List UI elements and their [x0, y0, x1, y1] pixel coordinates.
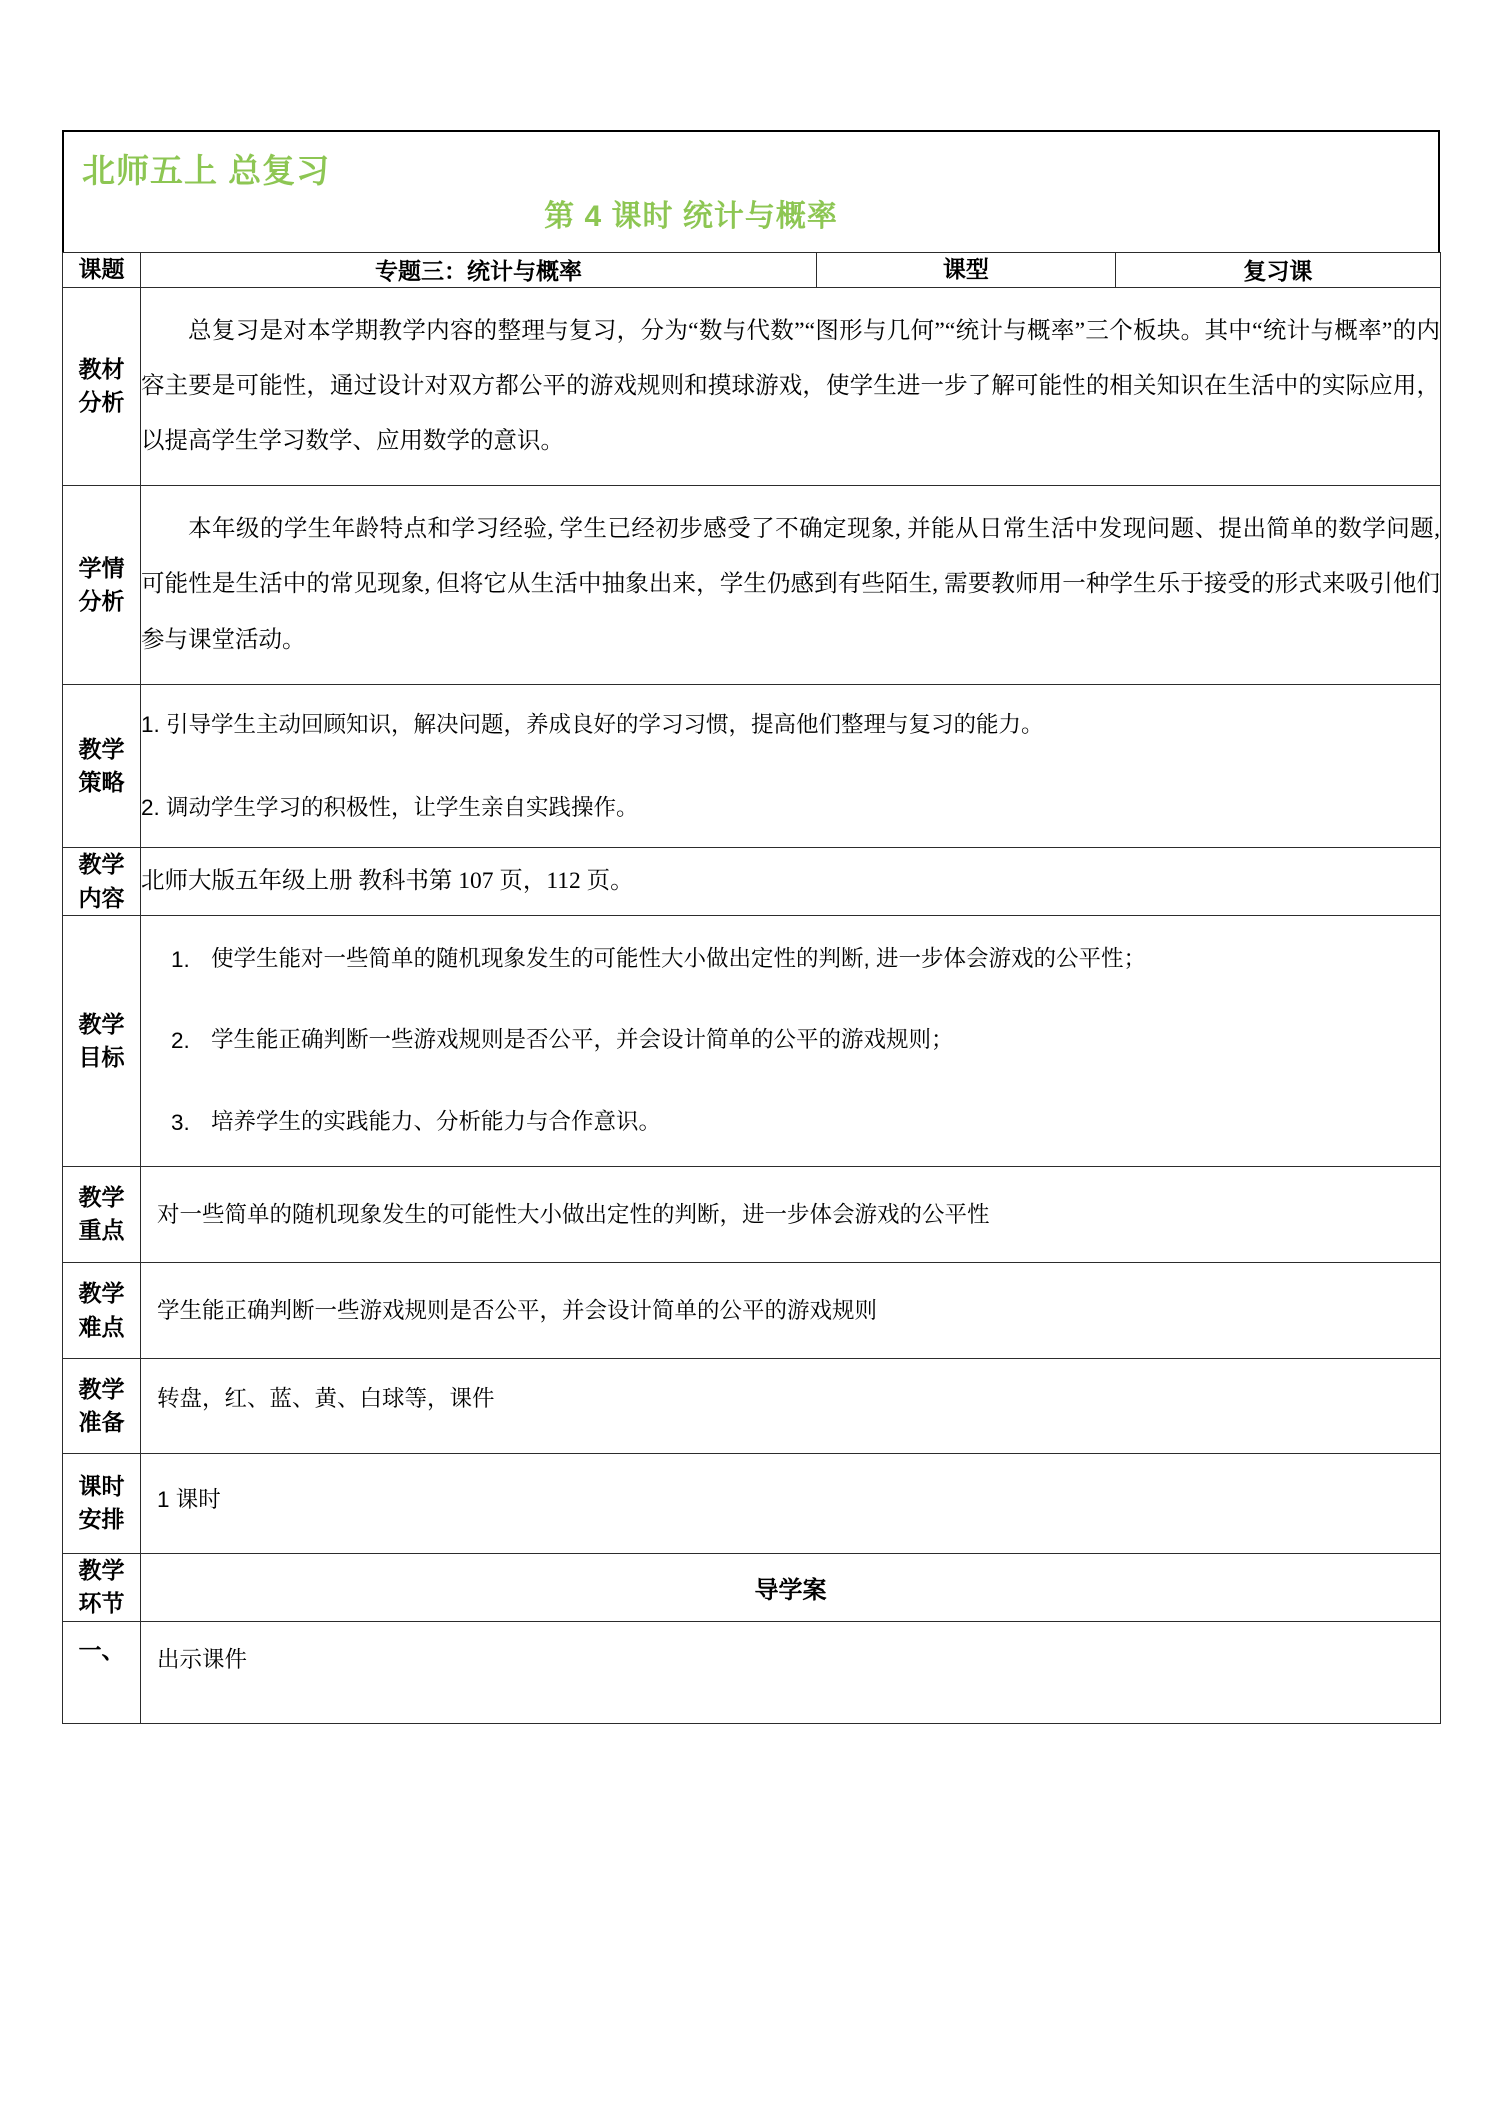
- goal-number: 1.: [171, 947, 190, 973]
- row-label-difficult-point: [63, 1263, 141, 1359]
- table-row-difficult-point: [63, 1263, 1441, 1359]
- document-heading: [62, 130, 1440, 252]
- label-line-2: 环节: [78, 1590, 125, 1617]
- goal-item: [171, 1017, 1426, 1064]
- teaching-steps-banner: 导学案: [141, 1553, 1441, 1621]
- difficult-point-text: 学生能正确判断一些游戏规则是否公平，并会设计简单的公平的游戏规则: [141, 1263, 1441, 1359]
- row-label-teaching-steps: [63, 1553, 141, 1621]
- course-type-value: 复习课: [1115, 253, 1440, 286]
- row-label-course-type: 课型: [816, 253, 1115, 286]
- row-label-preparation: [63, 1359, 141, 1453]
- label-line-2: 重点: [78, 1217, 125, 1244]
- page-title-subject: 北师五上 总复习: [82, 152, 331, 189]
- teaching-strategy-item-2: 2. 调动学生学习的积极性，让学生亲自实践操作。: [141, 795, 639, 821]
- row-label-key-point: [63, 1166, 141, 1262]
- label-line-1: 学情: [78, 554, 125, 581]
- lesson-plan-table: [62, 252, 1441, 1724]
- material-analysis-content: [141, 287, 1441, 486]
- row-label-student-analysis: [63, 486, 141, 685]
- label-line-2: 难点: [78, 1313, 125, 1340]
- goal-item: [171, 1099, 1426, 1146]
- goal-item: [171, 936, 1426, 983]
- table-row-teaching-goals: [63, 916, 1441, 1167]
- row-label-material-analysis: [63, 287, 141, 486]
- label-line-1: 教材: [78, 356, 125, 383]
- key-point-text: 对一些简单的随机现象发生的可能性大小做出定性的判断，进一步体会游戏的公平性: [141, 1166, 1441, 1262]
- label-line-1: 教学: [78, 1280, 125, 1307]
- label-line-2: 安排: [78, 1506, 125, 1533]
- label-line-2: 策略: [78, 769, 125, 796]
- schedule-text: 1 课时: [141, 1453, 1441, 1553]
- label-line-1: 教学: [78, 851, 125, 878]
- label-line-1: 教学: [78, 1375, 125, 1402]
- topic-row-content: [141, 253, 1441, 287]
- material-analysis-text: 总复习是对本学期教学内容的整理与复习，分为“数与代数”“图形与几何”“统计与概率”三个板块。其中“统计与概率”的内容主要是可能性，通过设计对双方都公平的游戏规则和摸球游戏，使学生进一步了解可能性的相关知识在生活中的实际应用，以提高学生学习数学、应用数学的意识。: [141, 317, 1440, 455]
- label-line-2: 分析: [78, 389, 125, 416]
- row-label-teaching-goals: [63, 916, 141, 1167]
- table-row-student-analysis: [63, 486, 1441, 685]
- table-row-teaching-steps: [63, 1553, 1441, 1621]
- row-label-teaching-strategy: [63, 684, 141, 848]
- label-line-1: 教学: [78, 1010, 125, 1037]
- table-row-teaching-strategy: [63, 684, 1441, 848]
- label-line-2: 目标: [78, 1043, 125, 1070]
- goal-number: 2.: [171, 1028, 190, 1054]
- row-label-step-one: 一、: [63, 1621, 141, 1723]
- row-label-topic: 课题: [63, 253, 141, 287]
- label-line-2: 分析: [78, 588, 125, 615]
- goal-text: 培养学生的实践能力、分析能力与合作意识。: [211, 1108, 662, 1134]
- table-row-material-analysis: [63, 287, 1441, 486]
- label-line-1: 教学: [78, 1184, 125, 1211]
- label-line-1: 课时: [78, 1472, 125, 1499]
- row-label-teaching-content: [63, 848, 141, 916]
- student-analysis-text: 本年级的学生年龄特点和学习经验, 学生已经初步感受了不确定现象, 并能从日常生活中发现问题、提出简单的数学问题, 可能性是生活中的常见现象, 但将它从生活中抽象出来，学生仍感到有些陌生, 需要教师用一种学生乐于接受的形式来吸引他们参与课堂活动。: [141, 516, 1440, 653]
- topic-value: 专题三：统计与概率: [141, 253, 816, 286]
- lesson-plan-document: [62, 130, 1440, 1724]
- label-line-2: 内容: [78, 884, 125, 911]
- table-row-schedule: [63, 1453, 1441, 1553]
- teaching-content-text: 北师大版五年级上册 教科书第 107 页，112 页。: [141, 848, 1441, 916]
- row-label-schedule: [63, 1453, 141, 1553]
- table-row-preparation: [63, 1359, 1441, 1453]
- teaching-strategy-content: [141, 684, 1441, 848]
- teaching-strategy-item-1: 1. 引导学生主动回顾知识，解决问题，养成良好的学习习惯，提高他们整理与复习的能力。: [141, 711, 1044, 737]
- goal-text: 学生能正确判断一些游戏规则是否公平，并会设计简单的公平的游戏规则；: [211, 1027, 954, 1053]
- preparation-text: 转盘，红、蓝、黄、白球等，课件: [141, 1359, 1441, 1453]
- student-analysis-content: [141, 486, 1441, 685]
- step-one-text: 出示课件: [141, 1621, 1441, 1723]
- label-line-2: 准备: [78, 1408, 125, 1435]
- table-row-topic: [63, 253, 1441, 287]
- page-title-lesson: 第 4 课时 统计与概率: [544, 200, 838, 234]
- table-row-key-point: [63, 1166, 1441, 1262]
- table-row-step-one: [63, 1621, 1441, 1723]
- table-row-teaching-content: [63, 848, 1441, 916]
- goal-text: 使学生能对一些简单的随机现象发生的可能性大小做出定性的判断, 进一步体会游戏的公平性；: [211, 946, 1147, 972]
- teaching-goals-content: [141, 916, 1441, 1167]
- label-line-1: 教学: [78, 1556, 125, 1583]
- label-line-1: 教学: [78, 735, 125, 762]
- goal-number: 3.: [171, 1109, 190, 1135]
